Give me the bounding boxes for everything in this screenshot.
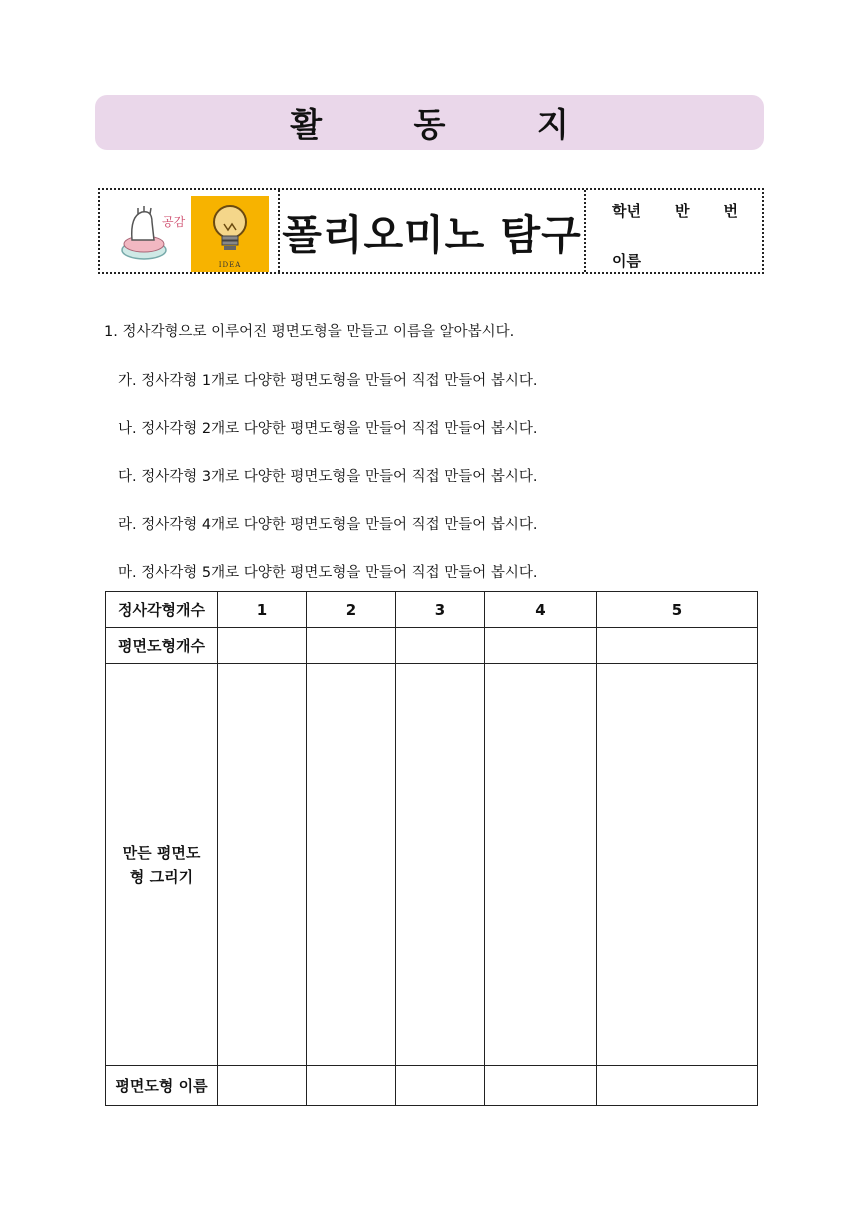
drawing-cell[interactable]	[597, 664, 758, 1066]
idea-label: IDEA	[218, 261, 242, 269]
idea-logo	[191, 196, 269, 272]
worksheet-title: 활 동 지	[290, 105, 609, 144]
class-label: 반	[674, 202, 690, 220]
answer-cell[interactable]	[218, 1066, 307, 1106]
answer-cell[interactable]	[307, 628, 396, 664]
light-bulb-icon	[191, 196, 269, 262]
worksheet-topic: 폴리오미노 탐구	[282, 210, 582, 259]
question-1: 1. 정사각형으로 이루어진 평면도형을 만들고 이름을 알아봅시다.	[104, 324, 515, 340]
gonggam-logo-icon	[118, 196, 190, 268]
header-logos	[100, 190, 280, 272]
question-1-sub-ma: 마. 정사각형 5개로 다양한 평면도형을 만들어 직접 만들어 봅시다.	[118, 565, 538, 581]
column-header: 5	[597, 592, 758, 628]
table-row	[106, 664, 758, 1066]
question-1-sub-da: 다. 정사각형 3개로 다양한 평면도형을 만들어 직접 만들어 봅시다.	[118, 469, 538, 485]
row-header-drawing: 만든 평면도형 그리기	[106, 664, 218, 1066]
row-header-shape-count: 평면도형개수	[106, 628, 218, 664]
answer-cell[interactable]	[485, 628, 597, 664]
answer-cell[interactable]	[218, 628, 307, 664]
worksheet-title-banner	[95, 95, 764, 150]
table-row	[106, 628, 758, 664]
answer-cell[interactable]	[307, 1066, 396, 1106]
logo-text: 공감	[162, 215, 186, 229]
answer-cell[interactable]	[485, 1066, 597, 1106]
number-label: 번	[723, 202, 738, 220]
answer-cell[interactable]	[396, 628, 485, 664]
table-row	[106, 1066, 758, 1106]
row-header-square-count: 정사각형개수	[106, 592, 218, 628]
name-label: 이름	[612, 252, 641, 270]
student-info	[586, 190, 762, 272]
drawing-cell[interactable]	[218, 664, 307, 1066]
column-header: 4	[485, 592, 597, 628]
answer-table	[105, 591, 758, 1106]
header-box	[98, 188, 764, 274]
grade-label: 학년	[612, 202, 641, 220]
row-header-shape-name: 평면도형 이름	[106, 1066, 218, 1106]
drawing-cell[interactable]	[307, 664, 396, 1066]
drawing-cell[interactable]	[396, 664, 485, 1066]
column-header: 3	[396, 592, 485, 628]
answer-cell[interactable]	[396, 1066, 485, 1106]
header-title-cell	[280, 190, 586, 272]
question-1-sub-ga: 가. 정사각형 1개로 다양한 평면도형을 만들어 직접 만들어 봅시다.	[118, 373, 538, 389]
table-row	[106, 592, 758, 628]
answer-cell[interactable]	[597, 628, 758, 664]
question-1-sub-na: 나. 정사각형 2개로 다양한 평면도형을 만들어 직접 만들어 봅시다.	[118, 421, 538, 437]
question-1-sub-ra: 라. 정사각형 4개로 다양한 평면도형을 만들어 직접 만들어 봅시다.	[118, 517, 538, 533]
drawing-cell[interactable]	[485, 664, 597, 1066]
answer-cell[interactable]	[597, 1066, 758, 1106]
column-header: 1	[218, 592, 307, 628]
column-header: 2	[307, 592, 396, 628]
